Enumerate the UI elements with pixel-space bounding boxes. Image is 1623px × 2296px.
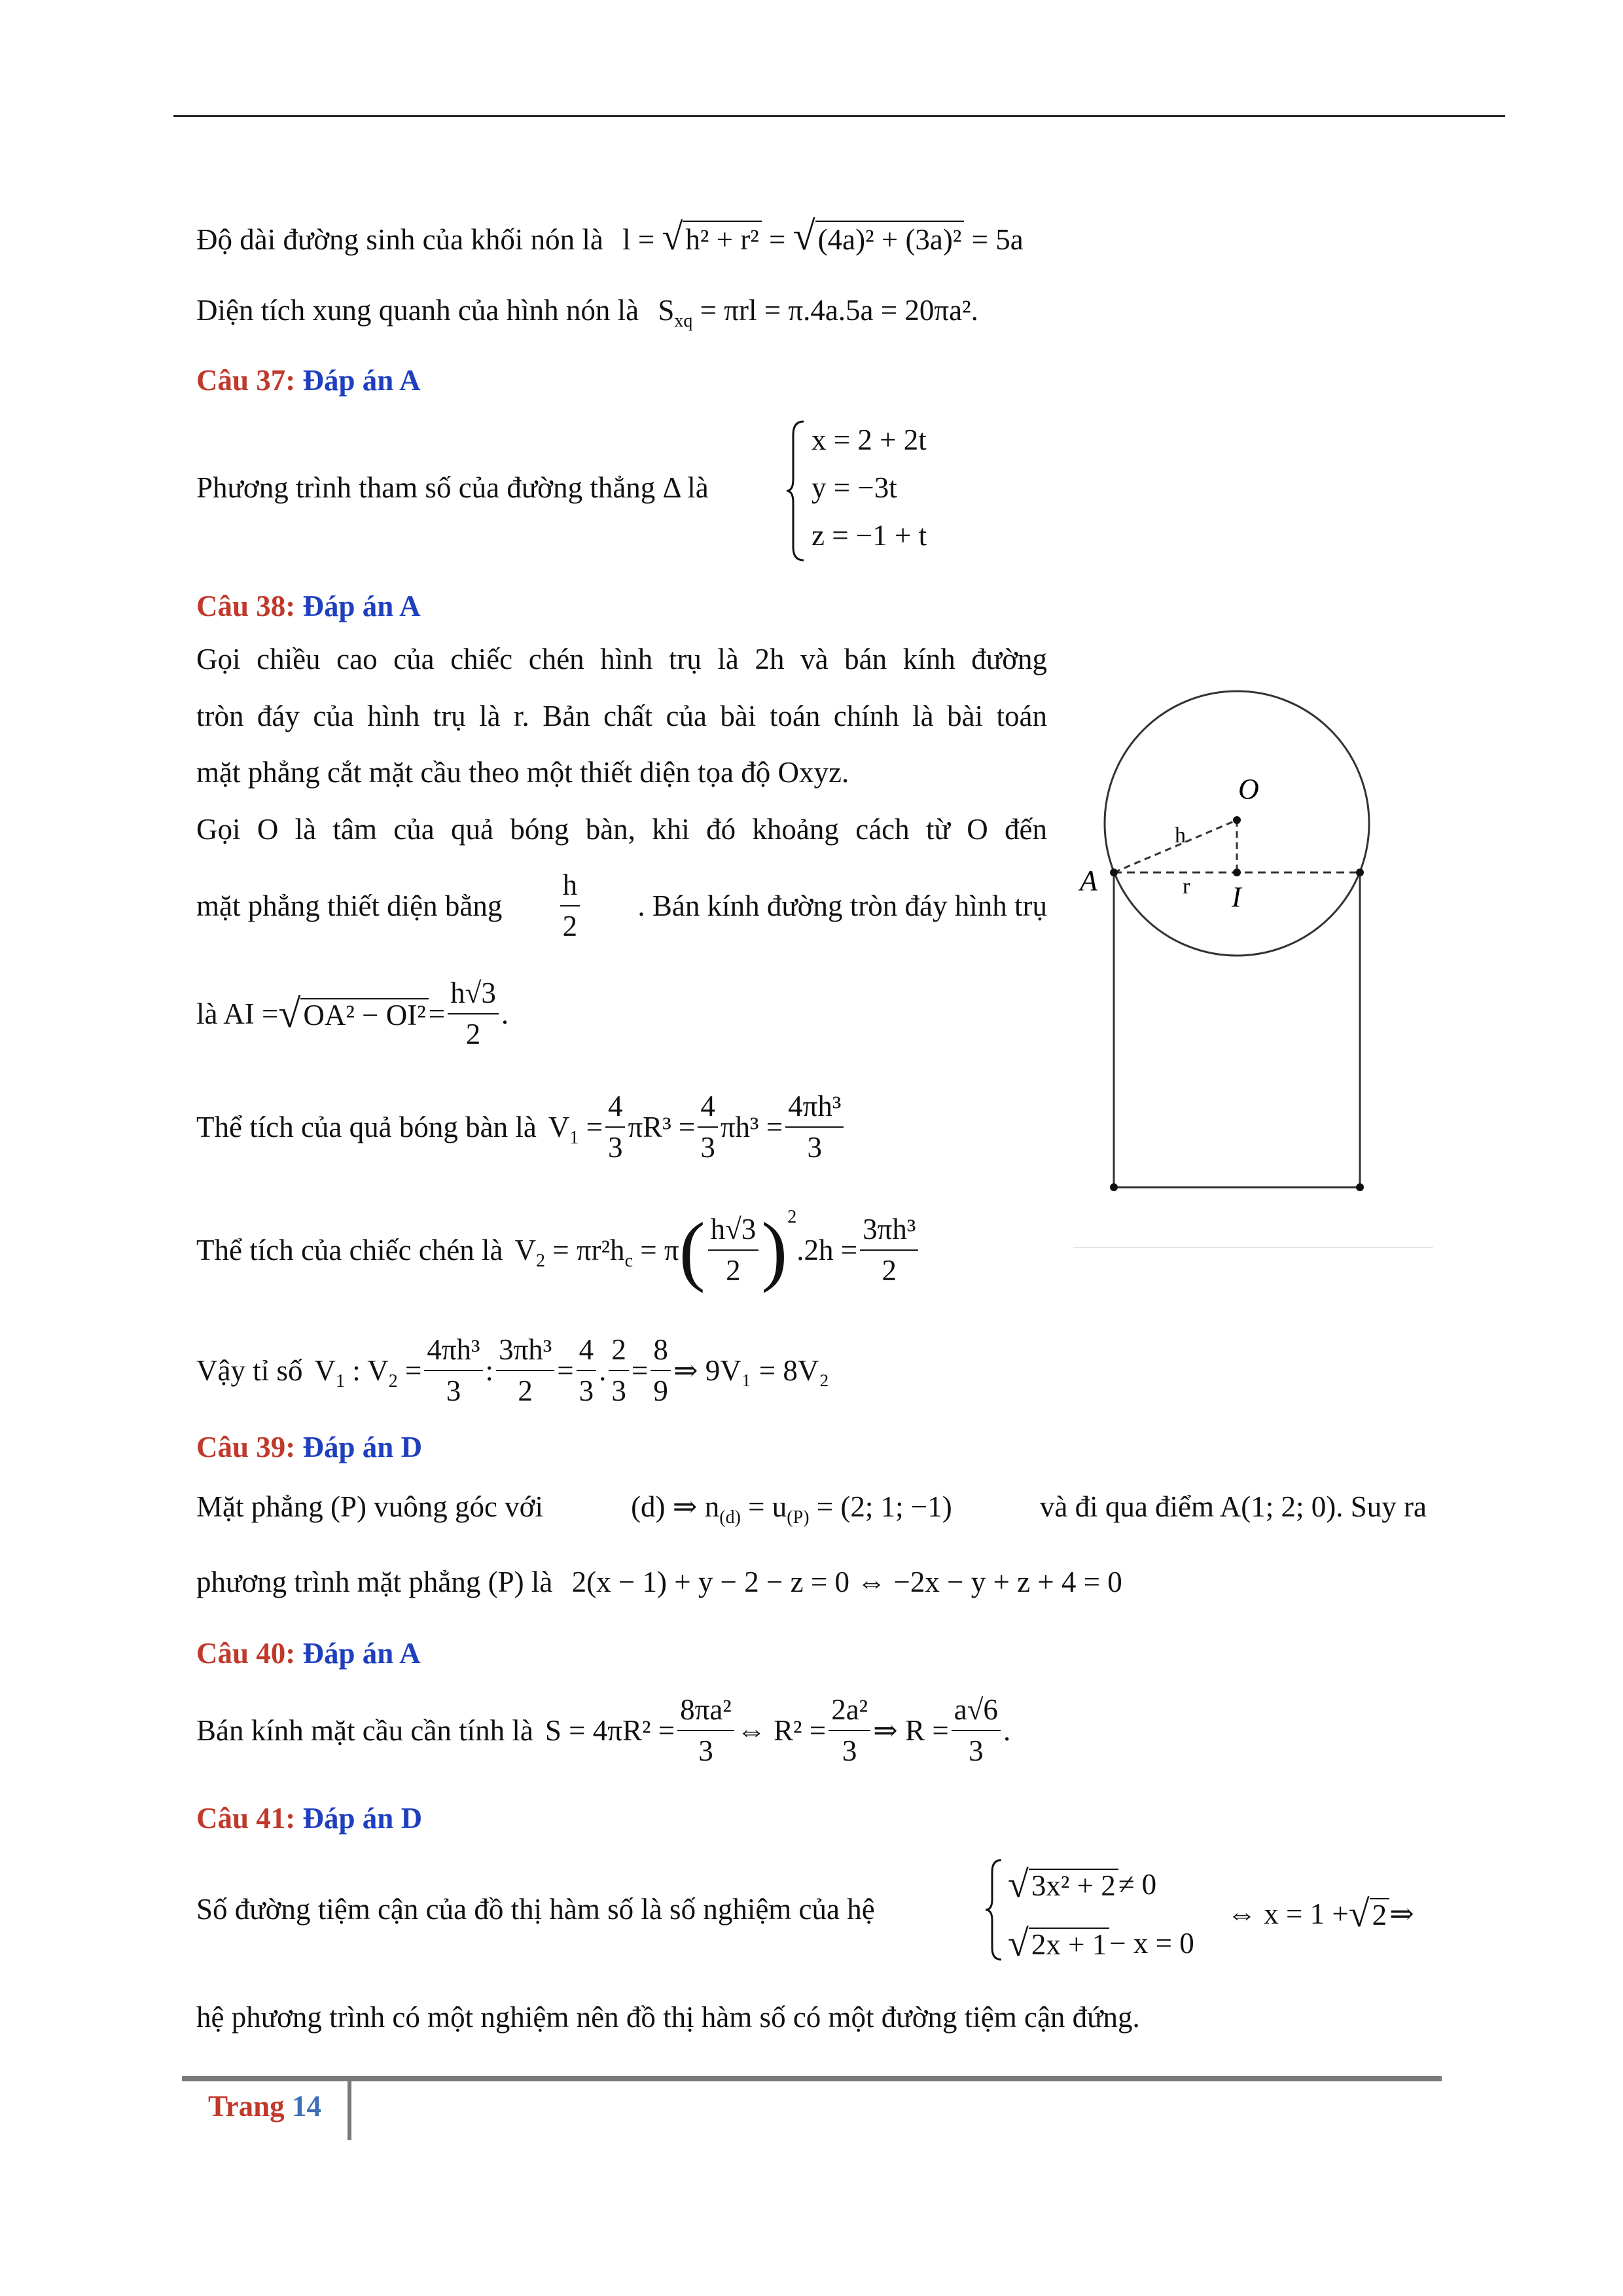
page-number xyxy=(208,2089,321,2123)
label-r: r xyxy=(1183,874,1190,899)
question-37-heading: Câu 37: Đáp án A xyxy=(196,364,421,397)
point-I xyxy=(1233,869,1241,876)
line-text: Độ dài đường sinh của khối nón là xyxy=(196,223,603,256)
q37-eq-1: x = 2 + 2t xyxy=(812,423,927,456)
question-41-heading: Câu 41: Đáp án D xyxy=(196,1802,423,1835)
q41-conclusion: ⇔ x = 1 + √ 2 ⇒ xyxy=(1227,1892,1414,1935)
math: l = √h² + r² = √(4a)² + (3a)² = 5a xyxy=(622,214,1024,259)
ratio-line: Vậy tỉ số $V_1$ : $V_2$ = $\frac{\text{4πh³}}{3}$ : $\frac{\text{3πh³}}{2}$ = $\frac{4}{3}$ . $\frac{2}{3}$ = $\frac{8}{9}$ ⇒ 9V₁ = 8V₂ xyxy=(196,1333,830,1407)
q37-text: Phương trình tham số của đường thẳng Δ là xyxy=(196,471,709,504)
q41-text: Số đường tiệm cận của đồ thị hàm số là số nghiệm của hệ xyxy=(196,1893,875,1926)
page-num: 14 xyxy=(291,2090,321,2123)
q38-para-3: mặt phẳng cắt mặt cầu theo một thiết diện tọa độ Oxyz. xyxy=(196,756,849,789)
q38-para-2: tròn đáy của hình trụ là r. Bản chất của bài toán chính là bài toán xyxy=(196,700,1047,732)
q38-para-1: Gọi chiều cao của chiếc chén hình trụ là 2h và bán kính đường xyxy=(196,643,1047,675)
point-C xyxy=(1110,1183,1118,1191)
q39-line-1: Mặt phẳng (P) vuông góc với (d) ⇒ $n_{(d)} = u_{(P)} = (2$; 1; −1) và đi qua điểm A(1; 2; 0). Suy ra xyxy=(196,1490,1427,1528)
point-O xyxy=(1233,816,1241,824)
q41-sys-2: √ 2x + 1 − x = 0 xyxy=(1008,1922,1194,1964)
label-O: O xyxy=(1238,773,1259,805)
question-38-heading: Câu 38: Đáp án A xyxy=(196,590,421,622)
footer-divider xyxy=(348,2081,351,2140)
volume-ball: Thể tích của quả bóng bàn là $V_1$ = $\frac{4}{3}$ πR³ = $\frac{4}{3}$ πh³ = $\frac{\text{4πh³}}{3}$ xyxy=(196,1092,846,1162)
point-B xyxy=(1356,869,1364,876)
header-rule xyxy=(173,115,1505,117)
math: $S_{xq} = \pi rl = \pi.4a.5a = 20\pi a^2$. xyxy=(658,294,978,331)
volume-cup: Thể tích của chiếc chén là $V_2 = \pi r^2h_c = \pi$ ( $\frac{h√3}{2}$ ) 2 .2h = $\frac{\text{3πh³}}{2}$ xyxy=(196,1211,921,1289)
question-40-heading: Câu 40: Đáp án A xyxy=(196,1637,421,1670)
point-A xyxy=(1110,869,1118,876)
q40-line: Bán kính mặt cầu cần tính là S = 4πR² = $\frac{\text{8πa²}}{3}$ ⇔ R² = $\frac{\text{2a²}}{3}$ ⇒ R = $\frac{a√6}{3}$ . xyxy=(196,1693,1011,1767)
q37-eq-3: z = −1 + t xyxy=(812,519,927,552)
label-h: h xyxy=(1175,823,1186,848)
q38-para-5: mặt phẳng thiết diện bằng $\frac{h}{2}$ . Bán kính đường tròn đáy hình trụ xyxy=(196,869,1047,942)
q38-para-4: Gọi O là tâm của quả bóng bàn, khi đó khoảng cách từ O đến xyxy=(196,813,1047,846)
q38-para-6: là AI = √ OA² − OI² = $\frac{h√3}{2}$ . xyxy=(196,977,509,1050)
label-A: A xyxy=(1080,865,1097,897)
q41-sys-1: √ 3x² + 2 ≠ 0 xyxy=(1008,1863,1157,1905)
q37-eq-2: y = −3t xyxy=(812,471,897,504)
ball-cup-figure xyxy=(1060,681,1440,1257)
q41-brace-icon xyxy=(983,1857,1005,1962)
line-slant-height xyxy=(196,216,1024,257)
fraction: $\frac{h}{2}$ xyxy=(560,870,580,941)
footer-rule xyxy=(182,2076,1442,2081)
question-39-heading: Câu 39: Đáp án D xyxy=(196,1431,423,1463)
page-label: Trang xyxy=(208,2090,285,2123)
line-lateral-area xyxy=(196,294,978,331)
point-D xyxy=(1356,1183,1364,1191)
q37-brace-icon xyxy=(784,419,808,563)
q41-last-line: hệ phương trình có một nghiệm nên đồ thị hàm số có một đường tiệm cận đứng. xyxy=(196,2001,1140,2034)
line-text: Diện tích xung quanh của hình nón là xyxy=(196,294,639,327)
q39-line-2: phương trình mặt phẳng (P) là 2(x − 1) + y − 2 − z = 0 ⇔ −2x − y + z + 4 = 0 xyxy=(196,1566,1122,1598)
label-I: I xyxy=(1232,881,1241,913)
